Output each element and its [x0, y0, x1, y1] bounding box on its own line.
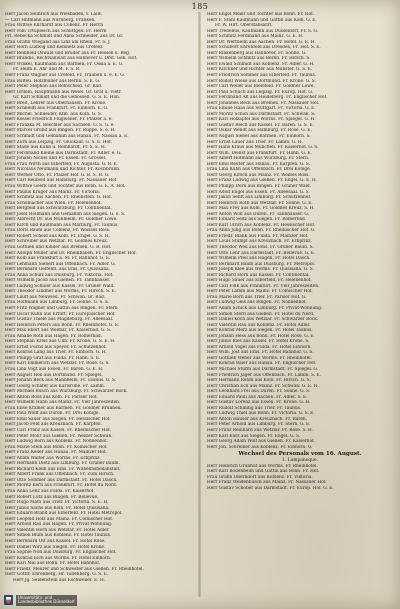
list-entry: Herr Eduard Pauli aus Aachen. Fr. Adler. S. E.	[207, 394, 308, 400]
list-entry: Herr Emil Sauer aus Siegen. Fr. Hessischer Hof.	[5, 416, 111, 422]
list-entry: Frau Doris Baum aus Coblenz, Fr. Weisses Ross.	[5, 228, 111, 234]
list-entry: Herr Marcel Grund aus Bingen. Fr. Ruppe. S. e. H.	[5, 128, 116, 134]
list-entry: Herr Ludwig Geis aus Bingen. Fr. Nonnenhof.	[207, 300, 307, 306]
list-entry: Herr Schubert Ehrenfeld aus Dresden, Fr. Hof. S. E.	[207, 45, 321, 51]
list-entry: Herr Lauff aus Neuwied. Fr. Schwan. Gr. Bad.	[5, 294, 106, 300]
list-entry: Herr Franz Wagner aus Crefeld, Fr. Trauben u. e. E. G.	[5, 73, 125, 79]
list-entry: Fr. W. Hirt. Oberstabsarzt.	[215, 23, 273, 29]
list-entry: Herr Friedr. Blank aus Fulda. Fr. Mainzer Hof.	[207, 233, 309, 239]
list-entry: Herr Ludwig Born aus Koblenz. Fr. Nonnenhof.	[5, 439, 108, 445]
list-entry: Herr Paulus Krüger aus Mainz. Fr. Victoria.	[5, 189, 101, 195]
list-entry: Herr Julius Ries aus Kassel. Fr. Hotel Krone. S.	[207, 339, 310, 345]
list-entry: Frau Hoffmann aus Limburg. Fr. Sonne. G. S. E.	[5, 300, 110, 306]
library-credit	[16, 595, 77, 606]
list-entry: Herr Christian Eck aus Mainz. Fr. Schwan. G. E. H.	[207, 383, 319, 389]
list-entry: Herr Peter Mohr aus Gießen. Fr. Weißer Schwan.	[5, 433, 113, 439]
list-entry: Herr Breit, Lehrer aus Oberhausen. Fr. Krone.	[5, 100, 107, 106]
library-logo-icon	[4, 595, 13, 605]
list-entry: Herr Leonhard Frei aus Düren. Fr. Sonne. G. S.	[207, 389, 311, 395]
list-entry: Herr Simon Stern aus Gießen. Fr. Hotel du Nord.	[207, 311, 315, 317]
section-entries	[207, 464, 393, 492]
list-entry: Gr. Karl Schmidt und die Genossen. G. S. E. Hub.	[13, 95, 121, 101]
list-entry: Frau Lina Kuhn aus Offenbach. Fr. Drei Könige.	[207, 167, 311, 173]
list-entry: Herr Michel. Schneider, Kfm. aus Köln. G. S.	[5, 111, 102, 117]
list-entry: Herr Julius Sachs aus Köln. Fr. Hotel Quisisana.	[5, 505, 110, 511]
list-entry: Frau Anna Jung aus Bonn. Fr. Rheinischer Hof. G.	[207, 228, 316, 234]
list-entry: Herr Wilhelm Hahn aus Mainz. Fr. Vier Jahreszeiten.	[5, 400, 121, 406]
list-entry: Herr Carl Reubold aus Hamburg. Fr. Nassauer Hof.	[5, 178, 118, 184]
list-entry: Herr Gustav Lorenz aus Essen. Fr. Krone. G. H.	[207, 400, 311, 406]
list-entry: Herr Wilhelm Schmitz aus Berlin. Fr. Hirsch. S.	[207, 56, 311, 62]
list-entry: Herr Paul Wolff aus Düren. Fr. Drei Könige.	[5, 411, 100, 417]
list-entry: Frau Wittwe Ehrhardt aus Cobenz. Fr. Herrn	[5, 23, 103, 29]
list-entry: Herr Fritz Wagner und Gattin aus Bingen. Fr. Stern.	[5, 305, 119, 311]
list-entry: Herr Albert Frank aus Offenbach. Fr. Zum Hirsch.	[5, 472, 115, 478]
list-entry: Herr Karl Holzapfel aus Worms. Fr. Spiegel. G. H.	[207, 117, 316, 123]
section-subheading: 1. Lumpanoque.	[281, 458, 319, 464]
list-entry: Herr Stephan Kreis aus Ulm. Fr. Krone. G. S. E. H.	[5, 339, 116, 345]
list-entry: Herr Bernhard Oeffentl. aus Ems. Fr. Quisisana.	[5, 267, 111, 273]
list-entry: Herr Gustav Thiele aus Magdeburg. Fr. Alleesaal.	[5, 317, 114, 323]
list-entry: Herr Wilh. Jost aus Ems. Fr. Hotel Bahnhof. G. S.	[207, 350, 314, 356]
list-entry: Herr Franz Weidenbusch aus Mainz. Fr. Nassauer Hof.	[207, 480, 327, 486]
list-entry: Herr Jacob Heinrich aus Wiesbaden, v. Laiw.	[5, 12, 102, 17]
list-entry: Herr Carl Franz aus Kassel. Fr. Rheinischer Hof.	[5, 428, 111, 434]
list-entry: Frau Marie Stein aus Bonn. Fr. Kölnischer Hof.	[5, 444, 108, 450]
list-entry: Herr Otto Sommer aus Darmstadt. Fr. Hotel Dasch.	[5, 477, 118, 483]
list-entry: Herr Robert Scheid aus Köln. Fr. Engel. G. S. H.	[5, 233, 110, 239]
library-footer	[4, 595, 77, 606]
list-entry: Herr Rudolf Schilling aus Trier. Fr. Taunus.	[207, 405, 302, 411]
list-entry: Herr Franzka M. Beschler aus Sachsen. G. S. G. e.	[5, 122, 115, 128]
list-entry: Herr Adam Schick aus Limburg. Fr. Privat-Wohnung.	[207, 305, 323, 311]
list-entry: Frau Gräfin Oberndorf aus Koblenz. Fr. Viktoria.	[207, 474, 313, 480]
list-entry: Herr Heinrich Peters aus Bonn. Fr. Rheinhotel. G. E.	[5, 322, 120, 328]
list-entry: Herr Ernst Fuchs aus Speyer. Fr. Schützenhof.	[5, 344, 107, 350]
list-entry: Herr Adolph Müller und Dr. Rheinbaben, Fr. Englischer Hof.	[5, 250, 137, 256]
list-entry: Herr Karl Emmerich aus Wetzlar. Fr. Rose. G. S.	[5, 361, 110, 367]
list-entry: Herr Schmitz aus Aachen, Fr. Rheinstein. G. Hof.	[5, 195, 112, 201]
list-entry: Herr Jakob Senft aus Limburg. Fr. Schützenhof.	[207, 195, 312, 201]
list-entry: — Carl Hnfmann aus Nürnberg. Franken.	[5, 17, 96, 23]
list-entry: Herr Anton Roos aus Köln. Fr. Pariser Hof.	[5, 394, 98, 400]
list-entry: Herr Karl Mai aus Bonn. Fr. Hotel Bahnhof.	[5, 561, 100, 567]
list-entry: Herr Ferdinand Alt aus Heidelberg. Fr. Englischer Hof.	[207, 95, 328, 101]
list-entry: Frau Sophie Noll aus Duisburg. Fr. Englischer Hof.	[5, 550, 117, 556]
list-entry: Herr Valentin Horn aus Wetzlar. Fr. Hotel Adler.	[5, 527, 110, 533]
list-entry: Herr Anton Hauser aus Kreuznach. Fr. Bären.	[207, 416, 308, 422]
list-entry: Herr Johannes Beck aus Bremen. Fr. Nassauer Hof.	[207, 100, 320, 106]
list-entry: Frau Frau Wirth aus Elberfeld, Fr. Augusta. G. B. E.	[5, 161, 119, 167]
list-entry: Herr Albert Hofmann aus Würzburg. Fr. Stern.	[207, 156, 310, 162]
list-entry: Herr Arnold Vogel aus Fulda. Fr. Hotel Einhorn.	[207, 344, 312, 350]
list-entry: Herr Philipp Graf aus Fulda. Fr. Hahn. S. E.	[5, 355, 101, 361]
list-entry: Herr Ewald Schmidt aus Koblenz. Fr. Adler. G. H.	[207, 61, 315, 67]
list-entry: Herr Bernhard Ott aus Kassel. Fr. Hotel Rose.	[5, 538, 106, 544]
list-entry: Herr Robert Lutz aus Bingen. Fr. Bellevue.	[5, 494, 99, 500]
list-entry: Herr Eduard Seitz aus Siegen. Fr. Römerbad.	[207, 217, 307, 223]
list-entry: Herr Jacob Feld aus Kreuznach. Fr. Karpfen.	[5, 422, 103, 428]
list-entry: Herr Hugo Sauer aus Elberfeld. Fr. Helenenhof.	[207, 278, 312, 284]
list-entry: Herr Peter Lamm aus Mainz. Fr. Cölnischer Hof.	[207, 289, 313, 295]
list-entry: Frau Anna Schulz aus Duisburg. Fr. Viktoria. Hof.	[5, 272, 114, 278]
list-entry: Herr Gustav Reich aus Kassel. Fr. Bären. G. S. E.	[207, 122, 314, 128]
list-entry: Herr Leopold Holz aus Mainz. Fr. Cölnischer Hof.	[5, 516, 114, 522]
list-entry: Herr Richard Horn aus Kassel. Fr. Continental.	[207, 272, 310, 278]
list-entry: Herr Horn Ludwig und Kemnetz aus Crefeld.	[5, 45, 104, 51]
list-entry: Herr Adam Walter aus Worms. Fr. Erbprinz.	[5, 455, 101, 461]
list-entry: Herr Joh. Schreiner aus Koblenz. Fr. Einhorn. G.	[207, 444, 313, 450]
list-entry: Frau Schumacher aus Wien. Fr. Helenenhof.	[5, 200, 102, 206]
list-entry: Herr vom Trtuplesch aus Schlittgen. Fr. Herrn	[5, 28, 107, 34]
column-divider	[198, 12, 201, 597]
list-entry: Herr Wilhelm Pfeil aus Hagen. Fr. Hotel Dasch.	[207, 256, 311, 262]
list-entry: Herr Hugo Marx aus Trier. Fr. Victoria. S. E. H.	[5, 500, 109, 506]
list-entry: Herr Max Ebert aus Weimar, Fr. Kaiserbad. G. S.	[5, 328, 112, 334]
list-entry: Herr Ernst Lauer aus Trier. Fr. Lamm. G. H.	[207, 139, 303, 145]
library-credit-line-2: Landesbibliothek Düsseldorf	[18, 599, 75, 605]
list-entry: Herr Johann Nickel und Fr. Essen. Fr. Grossel.	[5, 156, 107, 162]
right-column-entries	[207, 12, 393, 450]
list-entry: Herr Bergfeld aus Schwarzburg, Fr. Continental.	[5, 206, 112, 212]
list-entry: Herr Anton Wolf aus Düren. Fr. Tannhäuser. G.	[207, 211, 310, 217]
list-entry: Herr Kirch und Kaufmann aus Marburg, Fr. Taunus.	[5, 222, 119, 228]
list-entry: Herr Reinhold Oswald und Bruder aus Fr. Hessen u. Reg.	[5, 50, 131, 56]
list-entry: Frau Wittwe Goerk und Tochter aus Bonn. G. E. A. Hof.	[5, 183, 126, 189]
list-entry: Herr Johann Beck aus Mannheim. Fr. Taunus. G. S.	[5, 378, 117, 384]
list-entry: Herr Trebelius, Kaufmann aus Düsseldorf, Fr. S. G.	[207, 28, 319, 34]
section-heading: Wechsel des Personals vom 16. August.	[238, 451, 362, 458]
list-entry: Herr Ferdinand Kleine aus Darmstadt, Fr. Adler. e. G.	[5, 150, 122, 156]
list-entry: Herr Rudolf Wiese aus Dortmund. Fr. Krone. G. S.	[207, 78, 316, 84]
list-entry: Herr Rinkenberg aus Hannover, Fr. Sonne. G.	[207, 50, 307, 56]
list-entry: Herr Carl Fink aus Frankfurt. Fr. Vier Jahreszeiten.	[207, 283, 320, 289]
list-entry: Herr Schmidt und Gemahlin aus Hanau. Fr. Nassau a. E.	[5, 134, 129, 140]
list-entry: Herr Kolb aus Frankfurt a. M. Fr. Bahnhof. G. E.	[5, 256, 111, 262]
library-credit-line-1: Universitäts- und	[18, 594, 53, 600]
list-entry: Herr Ludwig Schüler aus Kassel, Fr. Grüner Wald.	[5, 283, 115, 289]
list-entry: Herr Konrad Baier aus Hanau. Fr. Englischer Hof.	[207, 361, 317, 367]
list-entry: Herr Heinrich Grünhut aus Worms. Fr. Rheinhotel.	[207, 463, 318, 469]
list-entry: Herr Friedrich Sommer aus Elberfeld. Fr. Taunus.	[207, 73, 317, 79]
list-entry: Herr Hermann Dietz aus Limburg. Fr. Grüner Baum.	[5, 461, 120, 467]
list-entry: Herr Michael Sturm aus Darmstadt. Fr. Spiegel. G.	[207, 367, 319, 372]
list-entry: Herr Ludwig Thiel aus Bonn. Fr. Victoria. G. S. E.	[207, 411, 315, 417]
list-entry: Herr Schreiber aus Wetzlar. Fr. Goldnes Kreuz.	[5, 239, 108, 245]
list-entry: Frau Gottlieb und Kinder aus Bremen. G. B. Hof.	[5, 244, 112, 250]
list-entry: Herr Louis Stumpf aus Kreuznach. Fr. Erbprinz.	[207, 239, 312, 245]
list-entry: Herr Theodor Lindner aus Worms, Fr. Hirsch. S. E.	[5, 289, 117, 295]
list-entry: Herr Nicolaus Neumann und Richter, Fr. Kochbrunn.	[5, 167, 121, 173]
list-entry: Frau Amalie Roth aus Hagen. Fr. Römerbad.	[5, 333, 103, 339]
list-entry: Herr Georg Kirsch aus Mainz. Fr. Weißes Ross.	[207, 172, 310, 178]
list-entry: Herr Wilh. Dienst aus Frankfurt. Fr. Hahn. G. E.	[207, 150, 312, 156]
list-entry: Frau Emilie Haas aus Stuttgart. Fr. Victoria. G. E.	[207, 106, 316, 112]
list-entry: Herr Heinrich Roth aus Wetzlar. Fr. Sonne. G. E.	[207, 200, 313, 206]
list-entry: Herr Franz Reinhard aus Wetzlar. Fr. Rose. S. H.	[207, 428, 314, 434]
list-entry: Herr Peter Arnold aus Limburg. Fr. Stern. G. E.	[207, 422, 311, 428]
list-entry: Herr Schmitz Ferdinand aus Mainz. G. E. H.	[207, 34, 304, 40]
list-entry: Herr Franz Keller aus Hanau. Fr. Mainzer Hof.	[5, 450, 107, 456]
list-entry: Herr Hermann Rehm aus Köln. Fr. Hirsch. G. S.	[207, 378, 311, 384]
list-entry: Herr Paul Schuch aus Leipzig. Fr. Europ. Hof. G.	[207, 89, 313, 95]
list-entry: Herr F. Stahl Kaufmann und Gattin aus Köln. G. E.	[207, 17, 317, 23]
list-entry: Herr Friedrich Jäger aus Offenbach. Fr. Lamm. S. E.	[207, 372, 322, 378]
list-entry: Frau Elise Krämer aus Barmen. Fr. Goldner Brunnen.	[5, 405, 122, 411]
list-entry: Herr Johann Hess aus Bonn. Fr. Hotel Rose. G. E.	[207, 333, 315, 339]
list-entry: Herr Gottfr. Ehrenberg, Hr. Tallenberg. G. S. E.	[5, 572, 109, 578]
list-entry: Herr Jg. Seidenstein aus Eschweiler. E. H.	[13, 577, 106, 583]
list-entry: Frau Anna Lenz aus Fulda. Fr. Kaiserhof.	[5, 489, 95, 495]
right-column	[207, 12, 393, 491]
list-entry: Frau Lina Vogt aus Essen. Fr. Bären. G. E. H.	[5, 367, 104, 372]
list-entry: Herr Karl Ulrich aus Koblenz. Fr. Hessischer Hof.	[207, 222, 316, 228]
list-entry: Herr Georg Schäfer aus Karlsruhe. Fr. Lamm.	[5, 383, 106, 389]
list-entry: Herr Richard Klein aus Ems. Fr. Wilhelmsheilanstalt.	[5, 466, 121, 472]
list-entry: Herr Lehmann Siebert aus Offenbach. Fr. Adler. G.	[5, 261, 116, 267]
page-number: 185	[191, 2, 209, 11]
list-entry: Herr Peter Stephan aus Remscheid. Gr. Bad.	[5, 84, 103, 90]
list-entry: Herr Kirchner und Richter aus Münster. G. S. E.	[207, 67, 313, 73]
list-entry: Herr Moritz Kern aus Frankfurt. Fr. Hotel du Nord.	[5, 483, 118, 489]
list-entry: Herr Georg Adam Wolf aus Gießen. Fr. Kaiserhof.	[207, 439, 315, 445]
list-entry: Herr Gottlieb Weber aus Worms. Fr. Rheinhotel.	[207, 355, 312, 361]
list-entry: Herr Valentin Rau aus Koblenz. Fr. Hotel Adler.	[207, 322, 311, 328]
list-entry: Herr Josef Hollmann und Gemahlin aus Siegen. G. e. S.	[5, 211, 126, 217]
list-entry: Herr Dr. Wertheim aus Aachen. Fr. Hotel. G. E. H.	[207, 39, 316, 45]
left-column	[5, 12, 193, 583]
list-entry: Herr Joseph Klee aus Worms. Fr. Quisisana. G. S.	[207, 267, 314, 273]
list-entry: Herr Kessel Friedrich Flugweiler, Fr. Pfälzer a. e.	[5, 117, 113, 123]
list-entry: Herr Max Frey aus Köln. Fr. Goldnes Kreuz. S. H.	[207, 206, 315, 212]
list-entry: Herr Oskar Wendt aus Hamburg. Fr. Rose. G. E.	[207, 128, 312, 134]
list-entry: Herr Konrad Lang aus Trier. Fr. Einhorn. G. H.	[5, 350, 107, 356]
list-entry: Herr Theodor Weil aus Ems. Fr. Grüner Baum. S.	[207, 244, 314, 250]
list-entry: Herr August Heil aus Dortmund. Fr. Spiegel.	[5, 372, 103, 378]
list-entry: Herr Moritz Schön aus Darmstadt. Fr. Schwan. S.	[207, 111, 316, 117]
list-entry: Herr Winkel, Kaufmann aus Barmen, Fr. Ossia a. E. G.	[5, 61, 124, 67]
list-entry: Herr Daniel Koch aus Wetzlar. Fr. Schwarzer Bock.	[207, 317, 319, 323]
list-entry: Herr August Siebel aus Barmen. Fr. Einhorn. S.	[207, 134, 311, 140]
list-entry: Fr. Heim E. Ahr und M. F. S. B.	[13, 67, 81, 73]
list-entry: Herr Gustav Schober aus Darmstadt. Fr. Europ. Hof. G. E.	[207, 485, 334, 491]
list-entry: Herr Engel Meier und Tochter aus Bonn. Fr. Hof.	[207, 12, 314, 17]
list-entry: Herr Philipp Dorn aus Bingen. Fr. Grüner Wald.	[207, 183, 311, 189]
list-entry: Herr Schneidt aus Frankfurt. Fr. Einhorn. E. G.	[5, 106, 109, 112]
list-entry: Herr Werner Otto, Fr. Pfälzer Hof. G. B. S. H. G.	[5, 172, 110, 178]
list-entry: Frau Gräfin Wiegand aus Linz am Rhein, Fr. S. J.	[5, 39, 111, 45]
list-entry: Herr Simon Blum aus Koblenz. Fr. Hotel Taunus.	[5, 533, 112, 539]
list-entry: Herr Brandis, Rechtsanwalt aus Hannover u. Drst. Geb. Hof.	[5, 56, 138, 62]
list-entry: Herr Franz Ludwig aus Gießen. Fr. Engel. G. E. H.	[207, 178, 318, 184]
list-entry: Herr Michael Busch aus Würzburg. Fr. Schwarzer Bock.	[5, 389, 128, 395]
list-entry: Herr Zorn aus Leipzig, Fr. Glückauf. G. S. E. Hof.	[5, 139, 112, 145]
list-entry: Herr Arnold Rau aus Hagen. Fr. Privat-Wohnung.	[5, 522, 113, 528]
list-entry: Herr Bernhard Baum aus Duisburg. Fr. Metropol.	[207, 261, 316, 267]
list-entry: Herr Karl Kurz aus Siegen. Fr. Engel. G. S.	[207, 433, 301, 439]
list-entry: Frau Bolteu. Holzmüller aus Berlin. S. E. G.	[5, 78, 101, 84]
list-entry: Herr Konrad Eich aus Worms. Fr. Hotel Einhorn.	[5, 555, 112, 561]
list-entry: Herr Karl Bodenheim und Gattin aus Bonn. Fr. Hof.	[207, 469, 320, 475]
list-entry: Herr Stade aus Kuhn u. Reinhardt, Fr. S. E. H.	[5, 145, 107, 151]
list-entry: Herr Adolf Engel aus Essen. Fr. Alleesaal. G. S.	[207, 189, 310, 195]
list-entry: Herr Eduard Brand aus Elberfeld. Fr. Hotel Metropol.	[5, 511, 123, 517]
list-entry: Herr Carl Weiler aus Bielefeld. Fr. Goldner Löwe.	[207, 84, 315, 90]
list-entry: Herr Konrad Merz aus Siegen. Fr. Hotel Taunus.	[207, 328, 313, 334]
list-entry: Herr Emil Reuter aus Hanau. Fr. Karpfen. G. S.	[207, 161, 311, 167]
list-entry: Herr Daniel Wirz aus Siegen. Fr. Hotel Krone.	[5, 544, 106, 550]
list-entry: Herr Oscar Kühn aus Erfurt. Fr. Europäischer Hof.	[5, 311, 116, 317]
list-entry: Herr Friedr. Meurer und Schwester aus Gießen. Fr. Rheinhotel.	[5, 566, 144, 572]
list-entry: Herr Otto Lehr aus Darmstadt. Fr. Bellevue. G. E.	[207, 250, 316, 256]
list-entry: Frau Marie Born aus Trier. Fr. Pariser Hof. G.	[207, 294, 307, 300]
list-entry: Herr Wilhelm Jacob aus Gießen. Fr. Tannhäuser.	[5, 278, 111, 284]
list-entry: Frl. Rebecka Schmidt und Anna Schneider, aus Dr. Gr.	[5, 34, 124, 40]
list-entry: Herr Grimm, Hauptmann aus Wesel. Gr. Graf u. Vietr.	[5, 89, 122, 95]
list-entry: Herr Albrecht Dr. aus Mühlheim. Fr. Goldner Löwe.	[5, 217, 118, 223]
list-entry: Herr Hans Kraus aus München. Fr. Kaiserhof. G. S.	[207, 145, 319, 151]
